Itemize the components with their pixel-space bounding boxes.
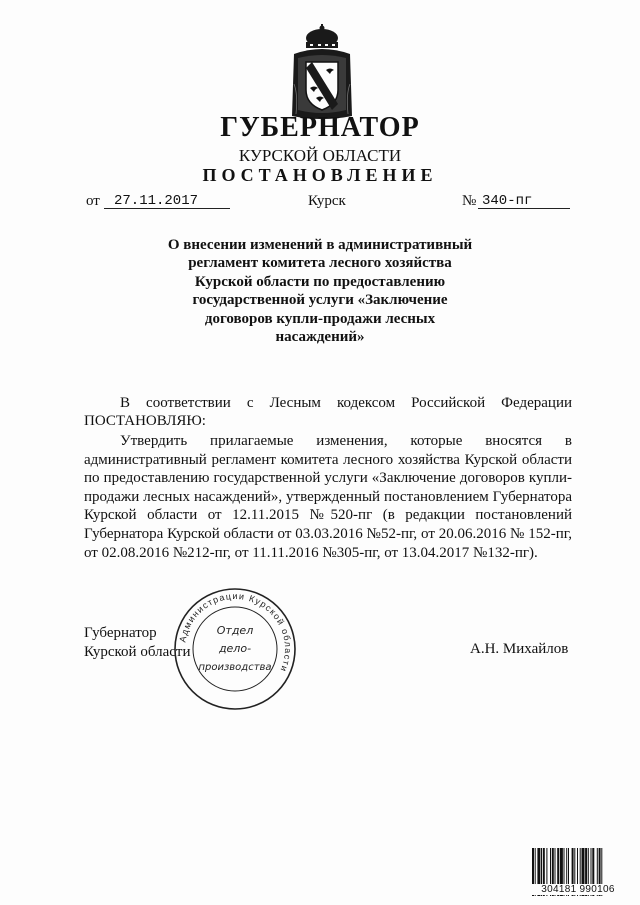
decree-word: ПОСТАНОВЛЯЮ: [84,413,206,429]
title-line: Курской области по предоставлению [194,273,446,290]
date-prefix: от [86,193,100,209]
office-stamp [170,584,300,714]
decree-paragraph: Утвердить прилагаемые изменения, которые вносятся в административный регламент комитета лесного хозяйства Курской области по предоставлению государственной услуги «Заключение договоров купли-продажи лесных насаждений», утвержденный постановлением Губернатора Курской области от 12.11.2015 №520-пг (в редакции постановлений Губернатора Курской области от 03.03.2016 №52-пг, от 20.06.2016 № 152-пг, от 02.08.2016 №212-пг, от 11.11.2016 №305-пг, от 13.04.2017 №132-пг). [84,433,572,561]
preamble-text: В соответствии с Лесным кодексом Российской Федерации [120,395,572,411]
date-underline [104,208,230,209]
number-prefix: № [462,193,477,209]
document-city: Курск [308,193,346,209]
signatory-name: А.Н. Михайлов [470,641,569,657]
document-date: 27.11.2017 [114,193,199,209]
signature-position-line: Губернатор [84,625,157,641]
stamp-center-line: производства [198,662,272,673]
number-underline [478,208,570,209]
document-title [150,236,490,346]
document-type: ПОСТАНОВЛЕНИЕ [202,165,438,185]
header-title: ГУБЕРНАТОР [220,112,420,143]
title-line: государственной услуги «Заключение [192,292,448,309]
preamble-paragraph [84,394,572,413]
header-region: КУРСКОЙ ОБЛАСТИ [238,146,402,165]
document-number: 340-пг [482,193,533,209]
stamp-center-line: Отдел [216,624,254,637]
title-line: насаждений» [275,329,365,346]
signature-position-line: Курской области [84,644,191,660]
barcode-number: 304181 990106 [532,884,624,895]
stamp-center-line: дело- [218,642,252,655]
title-line: договоров купли-продажи лесных [204,310,436,327]
title-line: О внесении изменений в административный [167,237,473,253]
stamp-ring-text: Администрации Курской области [177,590,294,674]
title-line: регламент комитета лесного хозяйства [188,255,452,272]
coat-of-arms-emblem [288,24,356,120]
